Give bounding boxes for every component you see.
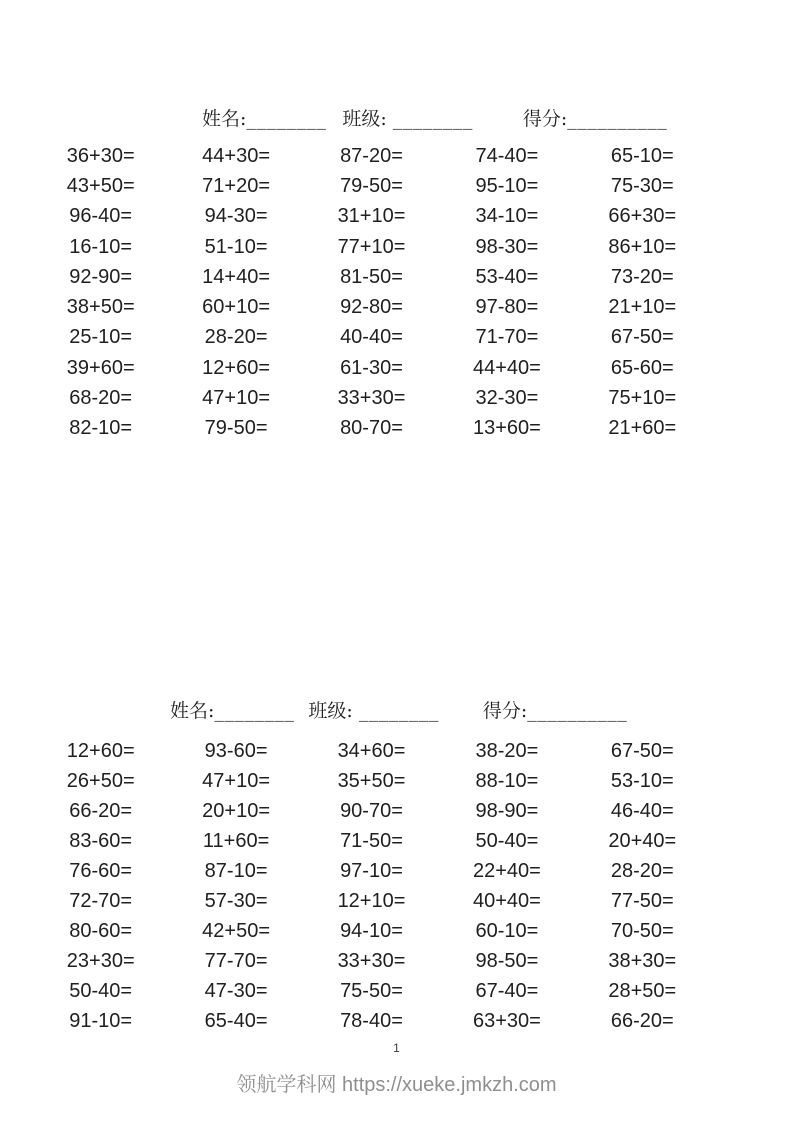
- problem-cell: 13+60=: [472, 417, 541, 440]
- problem-cell: 75-30=: [610, 174, 674, 197]
- problem-cell: 44+30=: [202, 144, 271, 167]
- problem-cell: 66-20=: [610, 1009, 674, 1032]
- problem-cell: 87-20=: [340, 144, 403, 167]
- name-blank-line: ________: [214, 700, 295, 722]
- score-field: [483, 696, 627, 723]
- class-label: 班级:: [342, 108, 387, 130]
- problem-cell: 47+10=: [202, 769, 271, 792]
- problem-cell: 75-50=: [340, 979, 403, 1002]
- problem-cell: 88-10=: [475, 769, 539, 792]
- problem-cell: 71+20=: [202, 174, 271, 197]
- class-blank-line: ________: [358, 700, 439, 722]
- name-field: [170, 696, 294, 723]
- problem-cell: 35+50=: [337, 769, 406, 792]
- problem-cell: 66-20=: [69, 799, 133, 822]
- problem-cell: 97-10=: [340, 859, 403, 882]
- name-label: 姓名:: [202, 108, 247, 130]
- problem-cell: 20+40=: [608, 829, 677, 852]
- problem-cell: 38+50=: [66, 296, 135, 319]
- problem-cell: 67-50=: [610, 739, 674, 762]
- problem-cell: 21+10=: [608, 296, 677, 319]
- problem-cell: 94-30=: [204, 205, 268, 228]
- problem-cell: 86+10=: [608, 235, 677, 258]
- problem-cell: 98-30=: [475, 235, 539, 258]
- score-blank-line: __________: [527, 700, 628, 722]
- problem-cell: 31+10=: [337, 205, 406, 228]
- problem-cell: 73-20=: [610, 265, 674, 288]
- problem-cell: 28-20=: [610, 859, 674, 882]
- problem-cell: 60-10=: [475, 919, 539, 942]
- problem-cell: 61-30=: [340, 356, 403, 379]
- problem-cell: 12+10=: [337, 889, 406, 912]
- problem-cell: 67-40=: [475, 979, 539, 1002]
- problem-cell: 76-60=: [69, 859, 133, 882]
- problem-cell: 12+60=: [66, 739, 135, 762]
- problem-cell: 22+40=: [472, 859, 541, 882]
- problem-cell: 91-10=: [69, 1009, 133, 1032]
- problem-cell: 50-40=: [69, 979, 133, 1002]
- name-field: [202, 104, 326, 131]
- problem-cell: 60+10=: [202, 296, 271, 319]
- section-1-header: [202, 104, 667, 131]
- problem-cell: 90-70=: [340, 799, 403, 822]
- problem-cell: 47+10=: [202, 387, 271, 410]
- problem-cell: 50-40=: [475, 829, 539, 852]
- problem-cell: 51-10=: [204, 235, 268, 258]
- problem-cell: 44+40=: [472, 356, 541, 379]
- score-label: 得分:: [522, 108, 568, 130]
- problem-cell: 83-60=: [69, 829, 133, 852]
- problem-cell: 46-40=: [610, 799, 674, 822]
- problem-cell: 42+50=: [202, 919, 271, 942]
- problem-cell: 25-10=: [69, 326, 133, 349]
- problem-cell: 74-40=: [475, 144, 539, 167]
- problem-cell: 70-50=: [610, 919, 674, 942]
- problem-cell: 12+60=: [202, 356, 271, 379]
- problem-cell: 20+10=: [202, 799, 271, 822]
- problem-cell: 47-30=: [204, 979, 268, 1002]
- problem-cell: 34-10=: [475, 205, 539, 228]
- problem-cell: 98-50=: [475, 949, 539, 972]
- problem-cell: 40+40=: [472, 889, 541, 912]
- problem-cell: 63+30=: [472, 1009, 541, 1032]
- problem-cell: 38-20=: [475, 739, 539, 762]
- score-label: 得分:: [482, 700, 528, 722]
- problem-cell: 71-50=: [340, 829, 403, 852]
- problem-cell: 34+60=: [337, 739, 406, 762]
- problem-cell: 77-70=: [204, 949, 268, 972]
- problem-cell: 87-10=: [204, 859, 268, 882]
- problem-cell: 65-60=: [610, 356, 674, 379]
- class-field: [308, 696, 438, 723]
- problem-cell: 16-10=: [69, 235, 133, 258]
- problem-cell: 39+60=: [66, 356, 135, 379]
- problem-cell: 14+40=: [202, 265, 271, 288]
- problem-cell: 93-60=: [204, 739, 268, 762]
- problem-cell: 92-80=: [340, 296, 403, 319]
- problem-cell: 71-70=: [475, 326, 539, 349]
- section-2-header: [170, 696, 627, 723]
- problem-cell: 77+10=: [337, 235, 406, 258]
- problem-cell: 32-30=: [475, 387, 539, 410]
- score-blank-line: __________: [567, 108, 668, 130]
- problem-cell: 72-70=: [69, 889, 133, 912]
- problem-cell: 95-10=: [475, 174, 539, 197]
- problem-cell: 11+60=: [202, 829, 270, 852]
- problem-cell: 65-40=: [204, 1009, 268, 1032]
- problem-cell: 79-50=: [340, 174, 403, 197]
- problem-cell: 26+50=: [66, 769, 135, 792]
- problem-cell: 40-40=: [340, 326, 403, 349]
- problem-cell: 82-10=: [69, 417, 133, 440]
- problem-cell: 78-40=: [340, 1009, 403, 1032]
- class-blank-line: ________: [392, 108, 473, 130]
- class-field: [342, 104, 472, 131]
- problem-cell: 53-40=: [475, 265, 539, 288]
- problem-cell: 98-90=: [475, 799, 539, 822]
- section-1-problem-grid: [33, 141, 710, 444]
- problem-cell: 36+30=: [66, 144, 135, 167]
- problem-cell: 65-10=: [610, 144, 674, 167]
- problem-cell: 80-60=: [69, 919, 133, 942]
- problem-cell: 67-50=: [610, 326, 674, 349]
- class-label: 班级:: [308, 700, 353, 722]
- problem-cell: 81-50=: [340, 265, 403, 288]
- problem-cell: 66+30=: [608, 205, 677, 228]
- section-2-problem-grid: [33, 736, 710, 1036]
- problem-cell: 28+50=: [608, 979, 677, 1002]
- problem-cell: 33+30=: [337, 949, 406, 972]
- problem-cell: 43+50=: [66, 174, 135, 197]
- problem-cell: 96-40=: [69, 205, 133, 228]
- problem-cell: 92-90=: [69, 265, 133, 288]
- problem-cell: 97-80=: [475, 296, 539, 319]
- problem-cell: 53-10=: [610, 769, 674, 792]
- problem-cell: 80-70=: [340, 417, 403, 440]
- footer-site-text: 领航学科网 https://xueke.jmkzh.com: [236, 1074, 557, 1096]
- problem-cell: 57-30=: [204, 889, 268, 912]
- score-field: [523, 104, 667, 131]
- problem-cell: 33+30=: [337, 387, 406, 410]
- problem-cell: 68-20=: [69, 387, 133, 410]
- problem-cell: 79-50=: [204, 417, 268, 440]
- problem-cell: 23+30=: [66, 949, 135, 972]
- problem-cell: 94-10=: [340, 919, 403, 942]
- name-blank-line: ________: [246, 108, 327, 130]
- problem-cell: 28-20=: [204, 326, 268, 349]
- name-label: 姓名:: [170, 700, 215, 722]
- problem-cell: 38+30=: [608, 949, 677, 972]
- problem-cell: 77-50=: [610, 889, 674, 912]
- problem-cell: 75+10=: [608, 387, 677, 410]
- page-number: 1: [393, 1041, 400, 1055]
- problem-cell: 21+60=: [608, 417, 677, 440]
